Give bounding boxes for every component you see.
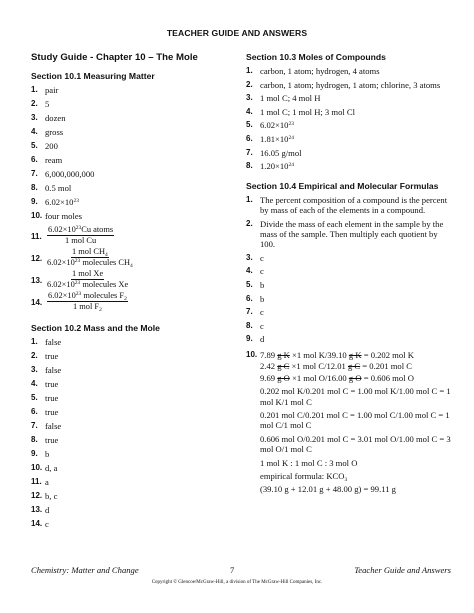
mole-ratio: 1 mol K : 1 mol C : 3 mol O — [260, 457, 358, 468]
page-header: TEACHER GUIDE AND ANSWERS — [166, 28, 308, 38]
left-column — [31, 52, 227, 533]
section-10-1-answer-9: 9. $6.02\times 10^{23}$ — [31, 197, 79, 207]
section-10-4-long-answer-1: 1. The percent composition of a compound is the percent by mass of each of the elements in a compound. — [246, 194, 448, 216]
section-10-1-answer-6: 6. ream — [31, 155, 63, 165]
section-10-2-answer-8: 8. true — [31, 435, 59, 445]
ratio-k: 0.202 mol K/0.201 mol C = 1.00 mol K/1.00 mol C = 1 mol K/1 mol C — [260, 386, 451, 407]
section-10-2-answer-12: 12. b, c — [31, 491, 58, 501]
mass-to-mole-line: 7.89 g K ×1 mol K/39.10 g K = 0.202 mol K — [260, 349, 414, 360]
section-10-4-answer-1: 3. c — [246, 252, 264, 263]
section-10-3-answer-7: 7. 16.05 g/mol — [246, 147, 302, 158]
section-10-2-answer-4: 4. true — [31, 379, 59, 389]
section-10-2-answer-11: 11. a — [31, 477, 49, 487]
section-10-1-answer-5: 5. 200 — [31, 141, 58, 151]
section-10-2-heading: Section 10.2 Mass and the Mole — [31, 323, 160, 333]
empirical-formula: empirical formula: $KCO_3$ — [260, 471, 348, 483]
section-10-4-answer-5: 7. c — [246, 307, 264, 318]
section-10-4-answer-7: 9. d — [246, 334, 265, 345]
section-10-2-answer-9: 9. b — [31, 449, 50, 459]
section-10-3-heading: Section 10.3 Moles of Compounds — [246, 52, 386, 62]
conversion-factor: $\frac{6.02\times 10^{23} molecules F_2}{1 mol F_2}$ — [48, 291, 127, 313]
section-10-4-answer-6: 8. c — [246, 320, 264, 331]
page-footer — [31, 565, 451, 579]
section-10-2-answer-6: 6. true — [31, 407, 59, 417]
section-10-3-answer-8: 8. $1.20\times 10^{24}$ — [246, 161, 294, 172]
section-10-2-answer-1: 1. false — [31, 337, 62, 347]
section-10-2-answer-13: 13. d — [31, 505, 50, 515]
section-10-4-answer-2: 4. c — [246, 266, 264, 277]
section-10-2-answer-3: 3. false — [31, 365, 62, 375]
section-10-4-heading: Section 10.4 Empirical and Molecular Formulas — [246, 180, 439, 191]
section-10-1-answers — [31, 85, 227, 225]
section-10-2-answer-14: 14. c — [31, 519, 49, 529]
section-10-2-answer-10: 10. d, a — [31, 463, 58, 473]
section-10-4-long-answer-2: 2. Divide the mass of each element in the sample by the mass of the sample. Then multiply each quotient by 100. — [246, 218, 444, 250]
copyright-notice: Copyright © Glencoe/McGraw-Hill, a division of The McGraw-Hill Companies, Inc. — [151, 580, 323, 585]
mass-to-mole-line: 2.42 g C ×1 mol C/12.01 g C = 0.201 mol C — [260, 361, 413, 372]
section-10-1-answer-1: 1. pair — [31, 85, 59, 95]
section-10-2-answers — [31, 337, 227, 533]
section-10-1-answer-3: 3. dozen — [31, 113, 66, 123]
section-10-4-answer-3: 5. b — [246, 279, 265, 290]
answer-14: 14. $\frac{6.02\times 10^{23} molecules F_2}{1 mol F_2}$ — [31, 291, 127, 313]
conversion-factor: $\frac{6.02\times 10^{23}Cu atoms}{\text{1 mol Cu}}$ — [48, 225, 114, 245]
answer-11: 11. $\frac{6.02\times 10^{23}Cu atoms}{\text{1 mol Cu}}$ — [31, 225, 114, 245]
answer-10-calculation: 10. 7.89 g K ×1 mol K/39.10 g K = 0.202 mol K 2.42 g C ×1 mol C/12.01 g C = 0.201 mol C 9.69 g O ×1 mol O/16.00 g O = 0.606 mol O 0.202 mol K/0.201 mol C = 1.00 mol K/1.00 mol C = 1 mol K/1 mol C 0.201 mol C/0.201 mol C = 1.00 mol C/1.00 mol C = 1 mol C/1 mol C 0.606 mol O/0.201 mol C = 3.01 mol O/1.00 mol C = 3 mol O/1 mol C 1 mol K : 1 mol C : 3 mol O empirical formula: $KCO_3$ (39.10 g + 12.01 g + 48.00 g) = 99.11 g — [246, 349, 451, 495]
right-column — [246, 52, 451, 498]
section-10-1-answer-10: 10. four moles — [31, 211, 82, 221]
page-number: 7 — [230, 565, 235, 575]
answer-13: 13. $\frac{\text{1 mol Xe}}{6.02\times 10^{23} molecules Xe}$ — [31, 269, 129, 289]
section-10-1-heading: Section 10.1 Measuring Matter — [31, 71, 155, 81]
footer-guide-title: Teacher Guide and Answers — [354, 565, 451, 575]
section-10-2-answer-5: 5. true — [31, 393, 59, 403]
section-10-1-answer-4: 4. gross — [31, 127, 64, 137]
section-10-3-answer-1: 1. carbon, 1 atom; hydrogen, 4 atoms — [246, 66, 380, 76]
section-10-1-answer-8: 8. 0.5 mol — [31, 183, 72, 193]
section-10-4-answers — [246, 253, 451, 348]
section-10-3-answers — [246, 66, 451, 175]
section-10-2-answer-2: 2. true — [31, 351, 59, 361]
section-10-3-answer-2: 2. carbon, 1 atom; hydrogen, 1 atom; chlorine, 3 atoms — [246, 79, 441, 90]
section-10-3-answer-4: 4. 1 mol C; 1 mol H; 3 mol Cl — [246, 106, 356, 117]
section-10-1-answer-2: 2. 5 — [31, 99, 50, 109]
answer-12: 12. $\frac{1 mol CH_4}{6.02\times 10^{23} molecules CH_4}$ — [31, 247, 133, 269]
conversion-factor: $\frac{\text{1 mol Xe}}{6.02\times 10^{23} molecules Xe}$ — [47, 269, 129, 289]
section-10-2-answer-7: 7. false — [31, 421, 62, 431]
study-guide-title: Study Guide - Chapter 10 – The Mole — [31, 52, 198, 63]
ratio-o: 0.606 mol O/0.201 mol C = 3.01 mol O/1.00 mol C = 3 mol O/1 mol C — [260, 433, 451, 455]
section-10-3-answer-5: 5. $6.02\times 10^{23}$ — [246, 120, 294, 131]
section-10-3-answer-6: 6. $1.81\times 10^{24}$ — [246, 133, 294, 144]
mass-to-mole-line: 9.69 g O ×1 mol O/16.00 g O = 0.606 mol O — [260, 372, 414, 383]
section-10-1-answer-7: 7. 6,000,000,000 — [31, 169, 95, 179]
section-10-4-answer-4: 6. b — [246, 293, 265, 304]
section-10-3-answer-3: 3. 1 mol C; 4 mol H — [246, 93, 321, 104]
ratio-c: 0.201 mol C/0.201 mol C = 1.00 mol C/1.00 mol C = 1 mol C/1 mol C — [260, 409, 450, 431]
molar-mass-sum: (39.10 g + 12.01 g + 48.00 g) = 99.11 g — [260, 484, 396, 495]
section-10-4-long-answers — [246, 195, 451, 250]
conversion-factor: $\frac{1 mol CH_4}{6.02\times 10^{23} molecules CH_4}$ — [47, 247, 133, 269]
footer-book-title: Chemistry: Matter and Change — [31, 565, 139, 575]
